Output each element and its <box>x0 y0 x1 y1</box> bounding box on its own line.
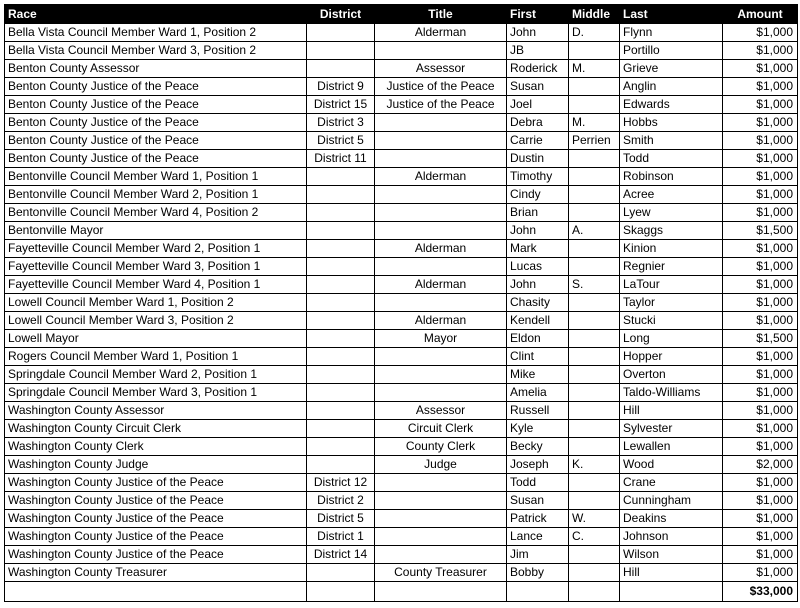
race-cell: Benton County Assessor <box>5 60 307 78</box>
last-cell: Hill <box>620 402 723 420</box>
middle-cell <box>569 258 620 276</box>
district-cell <box>307 438 375 456</box>
district-cell: District 12 <box>307 474 375 492</box>
first-cell: Kyle <box>507 420 569 438</box>
district-cell: District 5 <box>307 132 375 150</box>
district-cell: District 3 <box>307 114 375 132</box>
table-row <box>5 546 798 564</box>
title-cell <box>375 510 507 528</box>
race-cell: Benton County Justice of the Peace <box>5 96 307 114</box>
first-cell: JB <box>507 42 569 60</box>
middle-cell <box>569 294 620 312</box>
title-cell <box>375 204 507 222</box>
amount-cell: $1,000 <box>723 96 798 114</box>
table-row <box>5 438 798 456</box>
amount-cell: $1,000 <box>723 240 798 258</box>
middle-cell: M. <box>569 114 620 132</box>
middle-cell <box>569 312 620 330</box>
total-last-cell <box>620 582 723 602</box>
race-cell: Benton County Justice of the Peace <box>5 114 307 132</box>
title-cell: Circuit Clerk <box>375 420 507 438</box>
first-cell: Debra <box>507 114 569 132</box>
race-cell: Bentonville Mayor <box>5 222 307 240</box>
amount-cell: $1,000 <box>723 402 798 420</box>
middle-cell <box>569 96 620 114</box>
title-cell <box>375 366 507 384</box>
title-cell: Alderman <box>375 312 507 330</box>
first-cell: Amelia <box>507 384 569 402</box>
middle-cell <box>569 204 620 222</box>
district-cell <box>307 60 375 78</box>
race-cell: Bella Vista Council Member Ward 3, Position 2 <box>5 42 307 60</box>
table-row <box>5 222 798 240</box>
first-cell: Lance <box>507 528 569 546</box>
race-cell: Lowell Mayor <box>5 330 307 348</box>
title-cell: Justice of the Peace <box>375 78 507 96</box>
table-row <box>5 132 798 150</box>
amount-cell: $1,000 <box>723 294 798 312</box>
header-race: Race <box>5 5 307 24</box>
amount-cell: $1,000 <box>723 168 798 186</box>
first-cell: Joel <box>507 96 569 114</box>
district-cell <box>307 348 375 366</box>
district-cell: District 1 <box>307 528 375 546</box>
last-cell: Portillo <box>620 42 723 60</box>
donations-table <box>4 4 798 602</box>
table-row <box>5 312 798 330</box>
district-cell: District 14 <box>307 546 375 564</box>
table-row <box>5 348 798 366</box>
last-cell: Cunningham <box>620 492 723 510</box>
title-cell <box>375 384 507 402</box>
header-first: First <box>507 5 569 24</box>
last-cell: Lewallen <box>620 438 723 456</box>
amount-cell: $1,000 <box>723 78 798 96</box>
title-cell <box>375 528 507 546</box>
race-cell: Washington County Justice of the Peace <box>5 474 307 492</box>
amount-cell: $1,000 <box>723 204 798 222</box>
race-cell: Benton County Justice of the Peace <box>5 78 307 96</box>
total-amount: $33,000 <box>723 582 798 602</box>
district-cell <box>307 204 375 222</box>
first-cell: John <box>507 222 569 240</box>
title-cell <box>375 348 507 366</box>
amount-cell: $2,000 <box>723 456 798 474</box>
title-cell <box>375 150 507 168</box>
header-middle: Middle <box>569 5 620 24</box>
first-cell: Clint <box>507 348 569 366</box>
race-cell: Bentonville Council Member Ward 4, Position 2 <box>5 204 307 222</box>
middle-cell: M. <box>569 60 620 78</box>
middle-cell <box>569 348 620 366</box>
total-row <box>5 582 798 602</box>
table-row <box>5 456 798 474</box>
district-cell <box>307 420 375 438</box>
last-cell: Skaggs <box>620 222 723 240</box>
first-cell: Mike <box>507 366 569 384</box>
amount-cell: $1,000 <box>723 528 798 546</box>
amount-cell: $1,000 <box>723 492 798 510</box>
title-cell: Assessor <box>375 60 507 78</box>
race-cell: Washington County Clerk <box>5 438 307 456</box>
table-row <box>5 384 798 402</box>
last-cell: LaTour <box>620 276 723 294</box>
race-cell: Benton County Justice of the Peace <box>5 150 307 168</box>
first-cell: Cindy <box>507 186 569 204</box>
title-cell <box>375 114 507 132</box>
title-cell <box>375 42 507 60</box>
first-cell: Susan <box>507 78 569 96</box>
district-cell: District 5 <box>307 510 375 528</box>
last-cell: Anglin <box>620 78 723 96</box>
title-cell: Alderman <box>375 168 507 186</box>
last-cell: Hopper <box>620 348 723 366</box>
race-cell: Fayetteville Council Member Ward 4, Position 1 <box>5 276 307 294</box>
first-cell: Jim <box>507 546 569 564</box>
amount-cell: $1,000 <box>723 132 798 150</box>
first-cell: Todd <box>507 474 569 492</box>
race-cell: Springdale Council Member Ward 2, Position 1 <box>5 366 307 384</box>
middle-cell <box>569 150 620 168</box>
title-cell: Mayor <box>375 330 507 348</box>
header-title: Title <box>375 5 507 24</box>
amount-cell: $1,000 <box>723 438 798 456</box>
middle-cell <box>569 402 620 420</box>
race-cell: Springdale Council Member Ward 3, Position 1 <box>5 384 307 402</box>
district-cell <box>307 276 375 294</box>
title-cell: Alderman <box>375 240 507 258</box>
amount-cell: $1,000 <box>723 510 798 528</box>
first-cell: Becky <box>507 438 569 456</box>
amount-cell: $1,000 <box>723 258 798 276</box>
race-cell: Rogers Council Member Ward 1, Position 1 <box>5 348 307 366</box>
middle-cell <box>569 330 620 348</box>
table-row <box>5 60 798 78</box>
title-cell <box>375 546 507 564</box>
race-cell: Washington County Justice of the Peace <box>5 546 307 564</box>
total-first-cell <box>507 582 569 602</box>
last-cell: Hill <box>620 564 723 582</box>
first-cell: Patrick <box>507 510 569 528</box>
first-cell: Joseph <box>507 456 569 474</box>
title-cell <box>375 222 507 240</box>
district-cell <box>307 402 375 420</box>
last-cell: Sylvester <box>620 420 723 438</box>
race-cell: Washington County Justice of the Peace <box>5 528 307 546</box>
last-cell: Taldo-Williams <box>620 384 723 402</box>
table-header <box>5 5 798 24</box>
title-cell <box>375 474 507 492</box>
table-row <box>5 78 798 96</box>
last-cell: Stucki <box>620 312 723 330</box>
race-cell: Washington County Justice of the Peace <box>5 510 307 528</box>
amount-cell: $1,000 <box>723 24 798 42</box>
title-cell: Justice of the Peace <box>375 96 507 114</box>
race-cell: Washington County Treasurer <box>5 564 307 582</box>
district-cell <box>307 330 375 348</box>
table-row <box>5 114 798 132</box>
district-cell <box>307 564 375 582</box>
amount-cell: $1,000 <box>723 114 798 132</box>
race-cell: Washington County Judge <box>5 456 307 474</box>
table-row <box>5 528 798 546</box>
last-cell: Wilson <box>620 546 723 564</box>
middle-cell <box>569 168 620 186</box>
table-footer <box>5 582 798 602</box>
last-cell: Edwards <box>620 96 723 114</box>
first-cell: Timothy <box>507 168 569 186</box>
table-row <box>5 186 798 204</box>
last-cell: Todd <box>620 150 723 168</box>
header-amount: Amount <box>723 5 798 24</box>
middle-cell <box>569 474 620 492</box>
first-cell: Chasity <box>507 294 569 312</box>
total-title-cell <box>375 582 507 602</box>
district-cell: District 11 <box>307 150 375 168</box>
district-cell: District 9 <box>307 78 375 96</box>
table-row <box>5 294 798 312</box>
middle-cell: S. <box>569 276 620 294</box>
table-row <box>5 564 798 582</box>
amount-cell: $1,000 <box>723 564 798 582</box>
amount-cell: $1,000 <box>723 366 798 384</box>
middle-cell <box>569 78 620 96</box>
title-cell: Alderman <box>375 276 507 294</box>
middle-cell <box>569 438 620 456</box>
first-cell: Eldon <box>507 330 569 348</box>
table-row <box>5 492 798 510</box>
middle-cell <box>569 240 620 258</box>
title-cell: County Clerk <box>375 438 507 456</box>
header-district: District <box>307 5 375 24</box>
amount-cell: $1,000 <box>723 312 798 330</box>
first-cell: Russell <box>507 402 569 420</box>
title-cell: Judge <box>375 456 507 474</box>
middle-cell: C. <box>569 528 620 546</box>
district-cell <box>307 222 375 240</box>
amount-cell: $1,000 <box>723 60 798 78</box>
middle-cell <box>569 186 620 204</box>
title-cell: Alderman <box>375 24 507 42</box>
table-row <box>5 276 798 294</box>
table-row <box>5 24 798 42</box>
race-cell: Bentonville Council Member Ward 1, Position 1 <box>5 168 307 186</box>
middle-cell <box>569 366 620 384</box>
race-cell: Bentonville Council Member Ward 2, Position 1 <box>5 186 307 204</box>
last-cell: Overton <box>620 366 723 384</box>
table-row <box>5 150 798 168</box>
district-cell <box>307 366 375 384</box>
district-cell <box>307 258 375 276</box>
title-cell <box>375 186 507 204</box>
last-cell: Robinson <box>620 168 723 186</box>
district-cell <box>307 168 375 186</box>
race-cell: Lowell Council Member Ward 3, Position 2 <box>5 312 307 330</box>
race-cell: Fayetteville Council Member Ward 3, Position 1 <box>5 258 307 276</box>
district-cell <box>307 384 375 402</box>
race-cell: Washington County Assessor <box>5 402 307 420</box>
district-cell <box>307 294 375 312</box>
table-row <box>5 204 798 222</box>
race-cell: Lowell Council Member Ward 1, Position 2 <box>5 294 307 312</box>
middle-cell <box>569 420 620 438</box>
district-cell <box>307 312 375 330</box>
title-cell <box>375 294 507 312</box>
last-cell: Hobbs <box>620 114 723 132</box>
first-cell: Brian <box>507 204 569 222</box>
amount-cell: $1,000 <box>723 420 798 438</box>
title-cell: Assessor <box>375 402 507 420</box>
middle-cell: K. <box>569 456 620 474</box>
middle-cell <box>569 42 620 60</box>
total-middle-cell <box>569 582 620 602</box>
header-row <box>5 5 798 24</box>
race-cell: Washington County Circuit Clerk <box>5 420 307 438</box>
table-row <box>5 168 798 186</box>
first-cell: John <box>507 24 569 42</box>
middle-cell: A. <box>569 222 620 240</box>
district-cell: District 15 <box>307 96 375 114</box>
last-cell: Smith <box>620 132 723 150</box>
middle-cell: Perrien <box>569 132 620 150</box>
table-body <box>5 24 798 582</box>
district-cell <box>307 186 375 204</box>
race-cell: Fayetteville Council Member Ward 2, Position 1 <box>5 240 307 258</box>
table-row <box>5 96 798 114</box>
last-cell: Acree <box>620 186 723 204</box>
first-cell: Kendell <box>507 312 569 330</box>
last-cell: Taylor <box>620 294 723 312</box>
last-cell: Wood <box>620 456 723 474</box>
middle-cell: W. <box>569 510 620 528</box>
last-cell: Johnson <box>620 528 723 546</box>
amount-cell: $1,000 <box>723 42 798 60</box>
middle-cell <box>569 564 620 582</box>
amount-cell: $1,000 <box>723 150 798 168</box>
table-row <box>5 474 798 492</box>
table-row <box>5 402 798 420</box>
middle-cell <box>569 492 620 510</box>
amount-cell: $1,000 <box>723 384 798 402</box>
amount-cell: $1,500 <box>723 222 798 240</box>
first-cell: Mark <box>507 240 569 258</box>
amount-cell: $1,000 <box>723 276 798 294</box>
table-row <box>5 258 798 276</box>
district-cell <box>307 456 375 474</box>
race-cell: Bella Vista Council Member Ward 1, Position 2 <box>5 24 307 42</box>
district-cell: District 2 <box>307 492 375 510</box>
table-row <box>5 510 798 528</box>
amount-cell: $1,000 <box>723 186 798 204</box>
amount-cell: $1,000 <box>723 474 798 492</box>
title-cell <box>375 132 507 150</box>
table-row <box>5 366 798 384</box>
first-cell: Lucas <box>507 258 569 276</box>
first-cell: Susan <box>507 492 569 510</box>
table-row <box>5 330 798 348</box>
first-cell: Roderick <box>507 60 569 78</box>
middle-cell <box>569 546 620 564</box>
last-cell: Deakins <box>620 510 723 528</box>
district-cell <box>307 240 375 258</box>
last-cell: Kinion <box>620 240 723 258</box>
last-cell: Lyew <box>620 204 723 222</box>
race-cell: Washington County Justice of the Peace <box>5 492 307 510</box>
amount-cell: $1,000 <box>723 348 798 366</box>
last-cell: Grieve <box>620 60 723 78</box>
district-cell <box>307 24 375 42</box>
last-cell: Regnier <box>620 258 723 276</box>
table-row <box>5 42 798 60</box>
first-cell: Carrie <box>507 132 569 150</box>
first-cell: John <box>507 276 569 294</box>
amount-cell: $1,000 <box>723 546 798 564</box>
title-cell: County Treasurer <box>375 564 507 582</box>
district-cell <box>307 42 375 60</box>
last-cell: Crane <box>620 474 723 492</box>
total-district-cell <box>307 582 375 602</box>
table-row <box>5 420 798 438</box>
middle-cell: D. <box>569 24 620 42</box>
title-cell <box>375 258 507 276</box>
middle-cell <box>569 384 620 402</box>
race-cell: Benton County Justice of the Peace <box>5 132 307 150</box>
last-cell: Long <box>620 330 723 348</box>
header-last: Last <box>620 5 723 24</box>
first-cell: Dustin <box>507 150 569 168</box>
last-cell: Flynn <box>620 24 723 42</box>
table-row <box>5 240 798 258</box>
total-race-cell <box>5 582 307 602</box>
amount-cell: $1,500 <box>723 330 798 348</box>
title-cell <box>375 492 507 510</box>
first-cell: Bobby <box>507 564 569 582</box>
